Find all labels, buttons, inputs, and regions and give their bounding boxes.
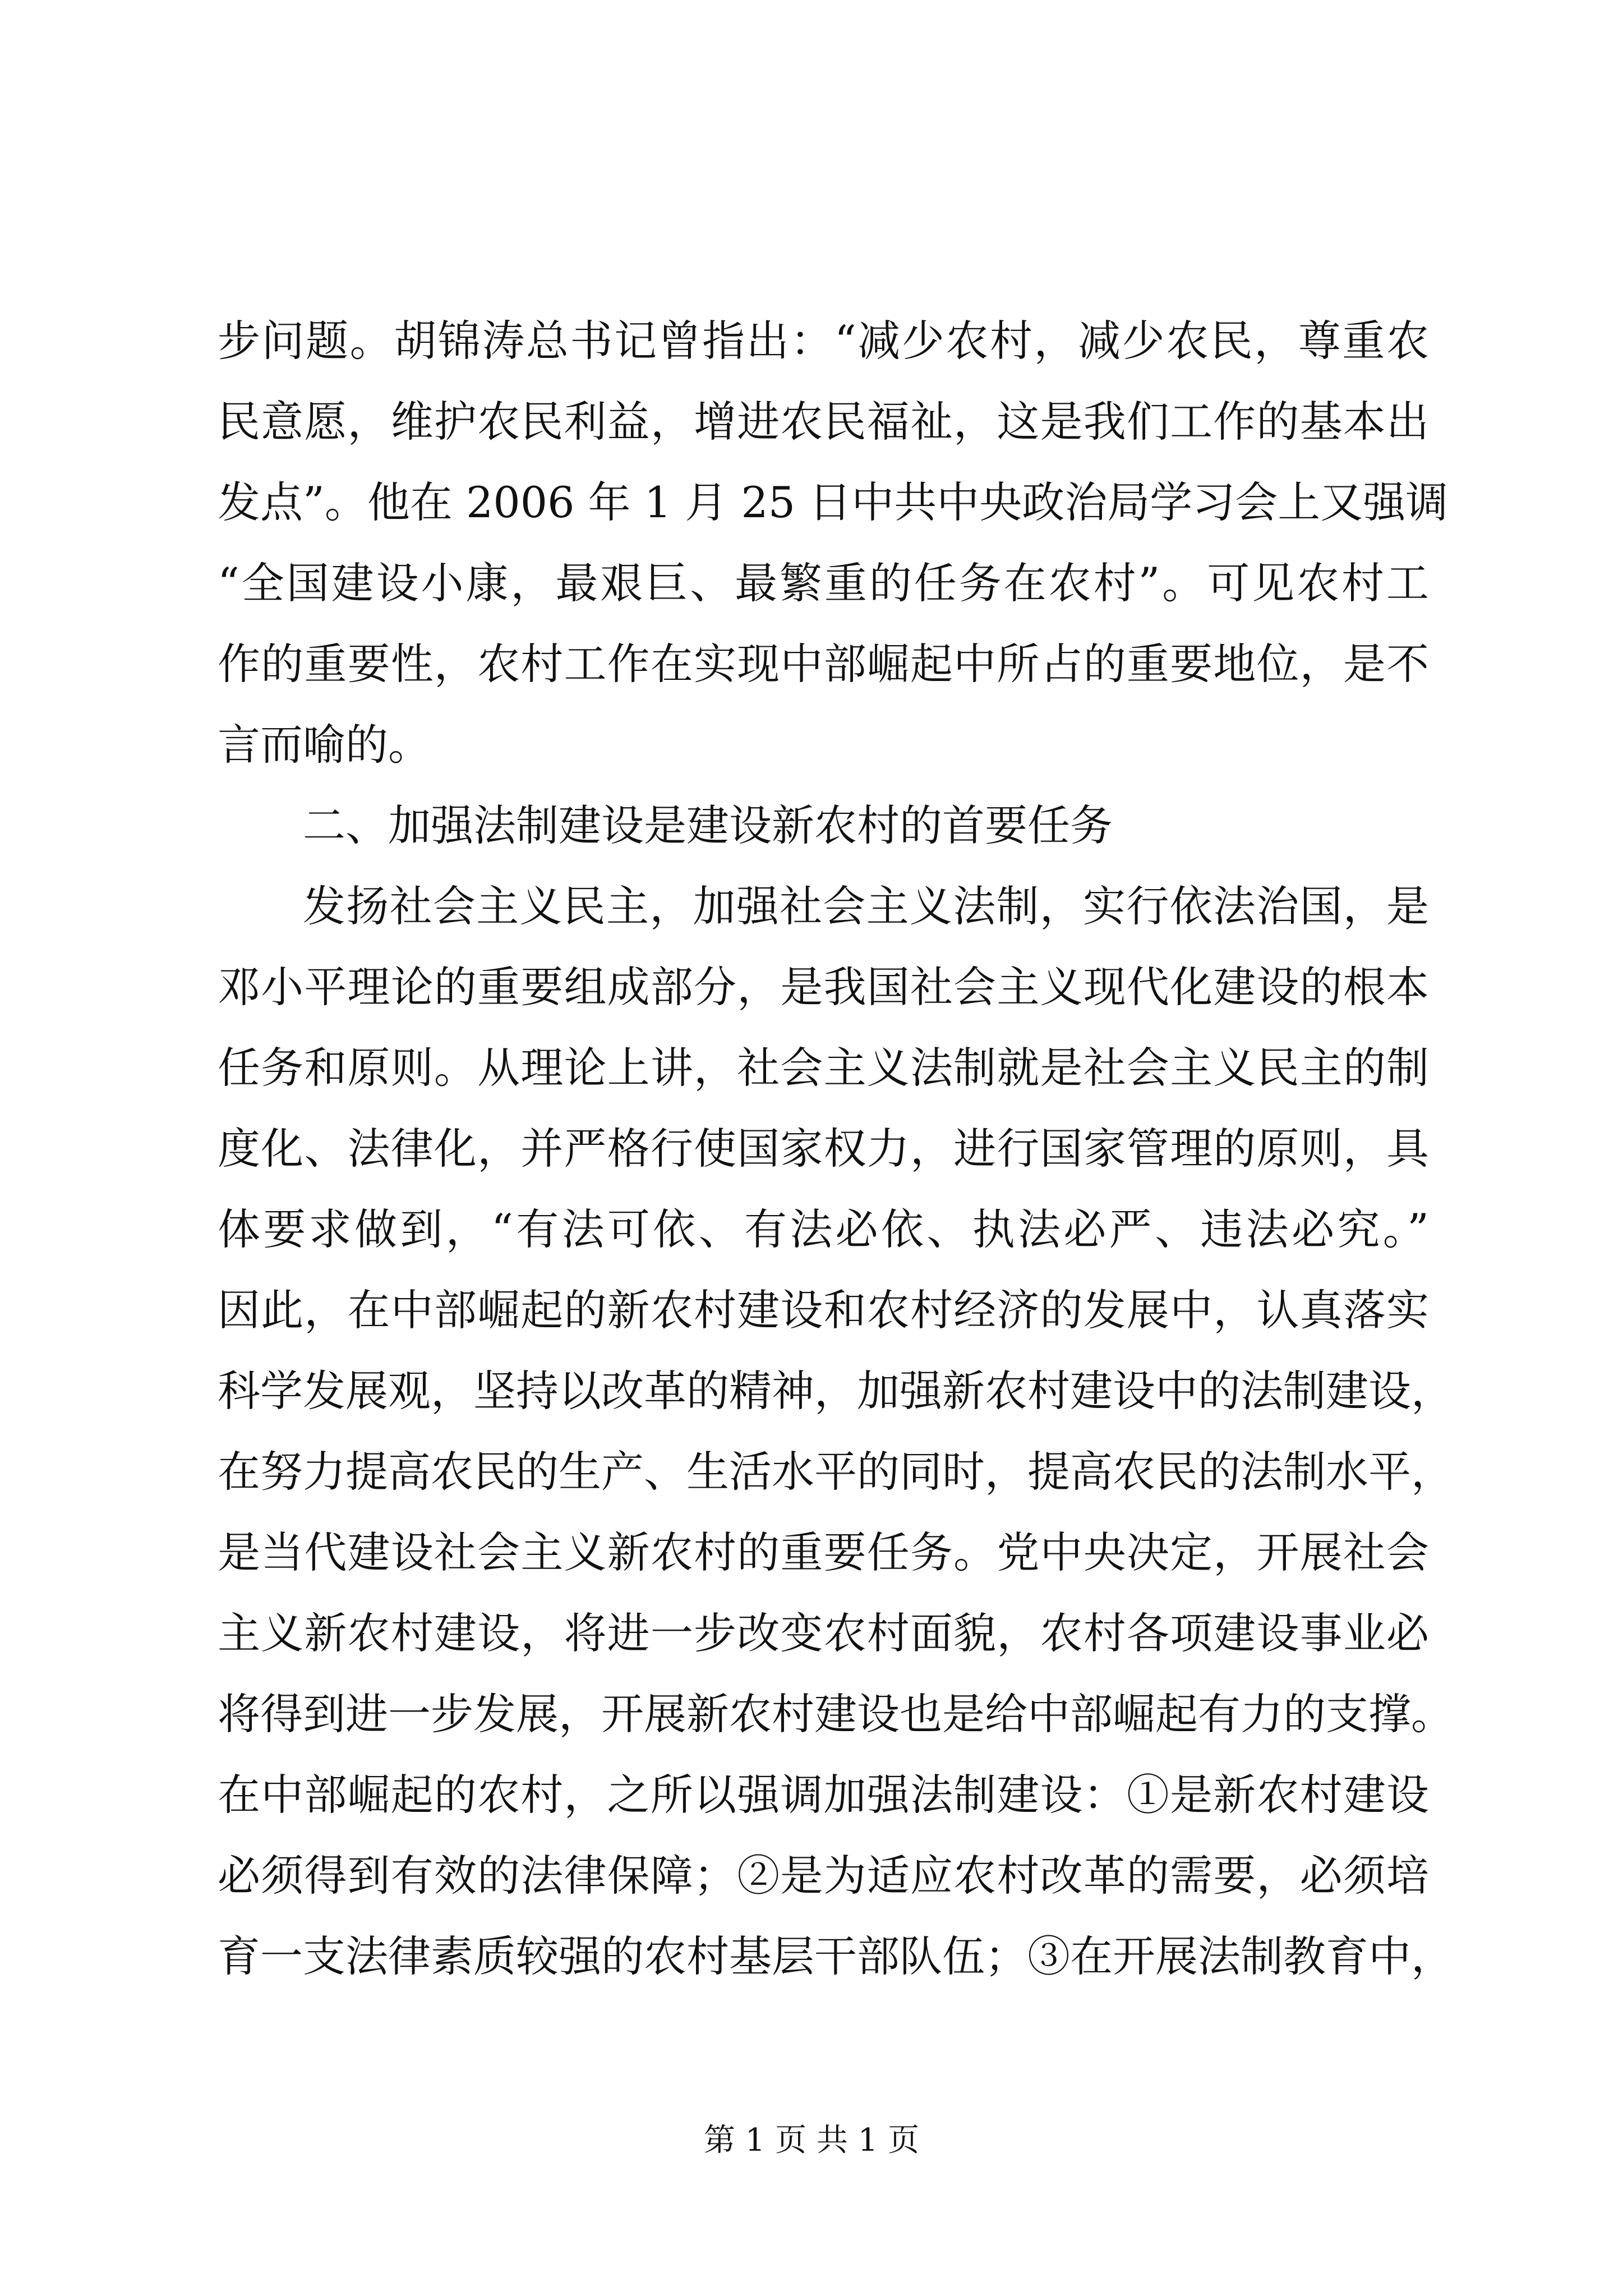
text-line: “全国建设小康，最艰巨、最繁重的任务在农村”。可见农村工	[218, 558, 1429, 608]
text-line: 在中部崛起的农村，之所以强调加强法制建设：①是新农村建设	[218, 1770, 1429, 1820]
text-line: 任务和原则。从理论上讲，社会主义法制就是社会主义民主的制	[218, 1043, 1429, 1093]
text-line: 是当代建设社会主义新农村的重要任务。党中央决定，开展社会	[218, 1527, 1429, 1577]
text-line: 民意愿，维护农民利益，增进农民福祉，这是我们工作的基本出	[218, 397, 1429, 447]
page-footer	[0, 2118, 1623, 2163]
text-line: 主义新农村建设，将进一步改变农村面貌，农村各项建设事业必	[218, 1608, 1429, 1658]
text-line: 作的重要性，农村工作在实现中部崛起中所占的重要地位，是不	[218, 639, 1429, 689]
text-line: 在努力提高农民的生产、生活水平的同时，提高农民的法制水平，	[218, 1447, 1454, 1497]
document-body	[218, 301, 1454, 1997]
section-heading: 二、加强法制建设是建设新农村的首要任务	[303, 800, 1113, 850]
text-line: 体要求做到，“有法可依、有法必依、执法必严、违法必究。”	[218, 1204, 1429, 1254]
page-number-label: 第 1 页 共 1 页	[703, 2122, 920, 2159]
text-line: 科学发展观，坚持以改革的精神，加强新农村建设中的法制建设，	[218, 1366, 1454, 1416]
text-line: 度化、法律化，并严格行使国家权力，进行国家管理的原则，具	[218, 1124, 1429, 1174]
text-line: 步问题。胡锦涛总书记曾指出：“减少农村，减少农民，尊重农	[218, 316, 1429, 366]
text-line: 育一支法律素质较强的农村基层干部队伍；③在开展法制教育中，	[218, 1931, 1454, 1981]
text-line: 邓小平理论的重要组成部分，是我国社会主义现代化建设的根本	[218, 962, 1429, 1012]
text-line: 发扬社会主义民主，加强社会主义法制，实行依法治国，是	[303, 881, 1429, 931]
text-line: 因此，在中部崛起的新农村建设和农村经济的发展中，认真落实	[218, 1285, 1429, 1335]
text-line: 必须得到有效的法律保障；②是为适应农村改革的需要，必须培	[218, 1851, 1429, 1901]
text-line: 言而喻的。	[218, 720, 431, 770]
text-line: 发点”。他在 2006 年 1 月 25 日中共中央政治局学习会上又强调	[218, 477, 1449, 527]
text-line: 将得到进一步发展，开展新农村建设也是给中部崛起有力的支撑。	[218, 1689, 1454, 1739]
